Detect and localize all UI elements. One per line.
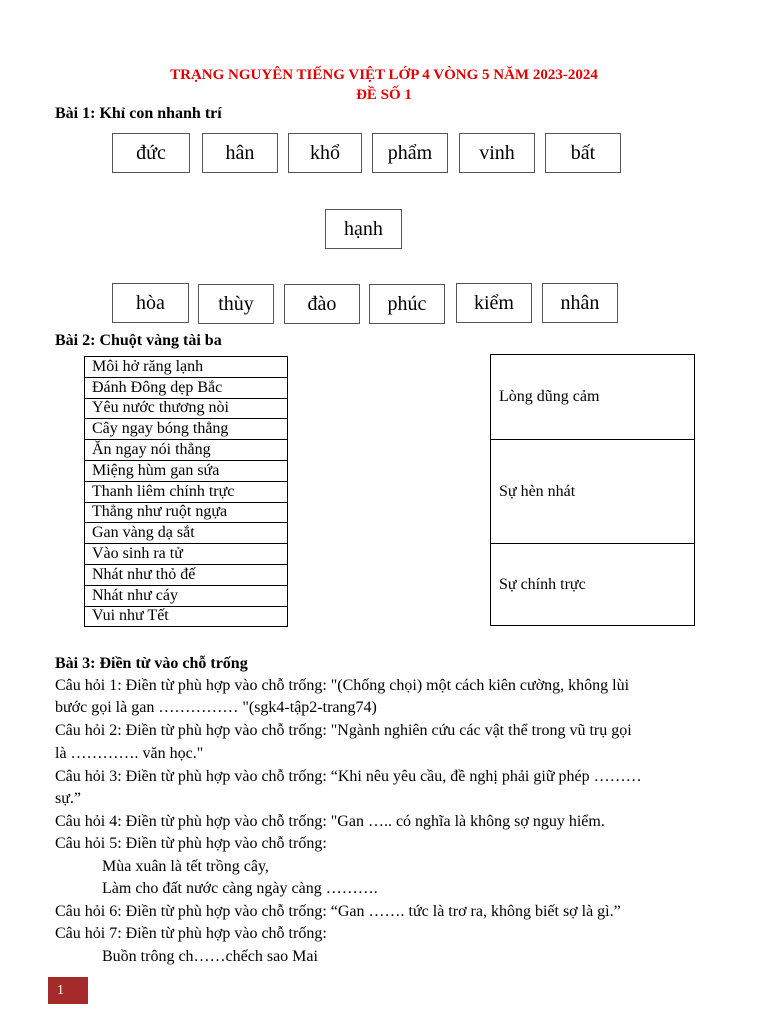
document-title: TRẠNG NGUYÊN TIẾNG VIỆT LỚP 4 VÒNG 5 NĂM 2023-2024 xyxy=(170,67,598,83)
question-line: Câu hỏi 1: Điền từ phù hợp vào chỗ trống: "(Chống chọi) một cách kiên cường, không lùi xyxy=(55,677,630,694)
page-number: 1 xyxy=(48,977,88,1004)
question-line: Câu hỏi 6: Điền từ phù hợp vào chỗ trống: “Gan ……. tức là trơ ra, không biết sợ là gì.” xyxy=(55,903,621,920)
idiom-item[interactable]: Ăn ngay nói thẳng xyxy=(85,440,288,461)
question-line: Câu hỏi 7: Điền từ phù hợp vào chỗ trống: xyxy=(55,925,327,942)
bai1-heading: Bài 1: Khỉ con nhanh trí xyxy=(55,105,222,122)
idiom-list xyxy=(84,356,288,627)
idiom-item[interactable]: Nhát như cáy xyxy=(85,585,288,606)
word-box[interactable]: phẩm xyxy=(372,133,448,173)
category-label: Sự hèn nhát xyxy=(499,482,576,500)
idiom-item[interactable]: Vào sinh ra tử xyxy=(85,544,288,565)
category-box[interactable] xyxy=(491,355,694,440)
poem-line: Buồn trông ch……chếch sao Mai xyxy=(102,948,318,965)
word-box[interactable]: khổ xyxy=(288,133,362,173)
category-label: Sự chính trực xyxy=(499,575,586,593)
idiom-item[interactable]: Miệng hùm gan sứa xyxy=(85,460,288,481)
category-panel xyxy=(490,354,695,626)
word-box[interactable]: đào xyxy=(284,284,360,324)
question-line: Câu hỏi 3: Điền từ phù hợp vào chỗ trống: “Khi nêu yêu cầu, đề nghị phải giữ phép ……… xyxy=(55,768,642,785)
idiom-item[interactable]: Yêu nước thương nòi xyxy=(85,398,288,419)
question-line: Câu hỏi 4: Điền từ phù hợp vào chỗ trống: "Gan ….. có nghĩa là không sợ nguy hiểm. xyxy=(55,813,605,830)
category-box[interactable] xyxy=(491,440,694,544)
idiom-item[interactable]: Nhát như thỏ đế xyxy=(85,564,288,585)
question-line: là …………. văn học." xyxy=(55,745,204,762)
word-box[interactable]: hòa xyxy=(112,283,189,323)
idiom-item[interactable]: Gan vàng dạ sắt xyxy=(85,523,288,544)
bai2-heading: Bài 2: Chuột vàng tài ba xyxy=(55,332,222,349)
category-box[interactable] xyxy=(491,544,694,625)
word-box[interactable]: bất xyxy=(545,133,621,173)
word-box[interactable]: kiểm xyxy=(456,283,532,323)
idiom-item[interactable]: Vui như Tết xyxy=(85,606,288,627)
word-box[interactable]: hạnh xyxy=(325,209,402,249)
idiom-item[interactable]: Thẳng như ruột ngựa xyxy=(85,502,288,523)
question-line: sự.” xyxy=(55,790,81,807)
idiom-item[interactable]: Môi hở răng lạnh xyxy=(85,357,288,378)
word-box[interactable]: vinh xyxy=(459,133,535,173)
idiom-item[interactable]: Thanh liêm chính trực xyxy=(85,481,288,502)
poem-line: Mùa xuân là tết trồng cây, xyxy=(102,858,269,875)
category-label: Lòng dũng cảm xyxy=(499,388,600,405)
document-subtitle: ĐỀ SỐ 1 xyxy=(356,87,412,103)
question-line: Câu hỏi 2: Điền từ phù hợp vào chỗ trống: "Ngành nghiên cứu các vật thể trong vũ trụ gọi xyxy=(55,722,632,739)
word-box[interactable]: đức xyxy=(112,133,190,173)
question-line: Câu hỏi 5: Điền từ phù hợp vào chỗ trống: xyxy=(55,835,327,852)
idiom-item[interactable]: Đánh Đông dẹp Bắc xyxy=(85,377,288,398)
poem-line: Làm cho đất nước càng ngày càng ………. xyxy=(102,880,378,897)
bai3-heading: Bài 3: Điền từ vào chỗ trống xyxy=(55,655,248,672)
idiom-item[interactable]: Cây ngay bóng thẳng xyxy=(85,419,288,440)
question-line: bước gọi là gan …………… "(sgk4-tập2-trang74) xyxy=(55,699,377,716)
word-box[interactable]: phúc xyxy=(369,284,445,324)
word-box[interactable]: hân xyxy=(202,133,278,173)
word-box[interactable]: thùy xyxy=(198,284,274,324)
word-box[interactable]: nhân xyxy=(542,283,618,323)
